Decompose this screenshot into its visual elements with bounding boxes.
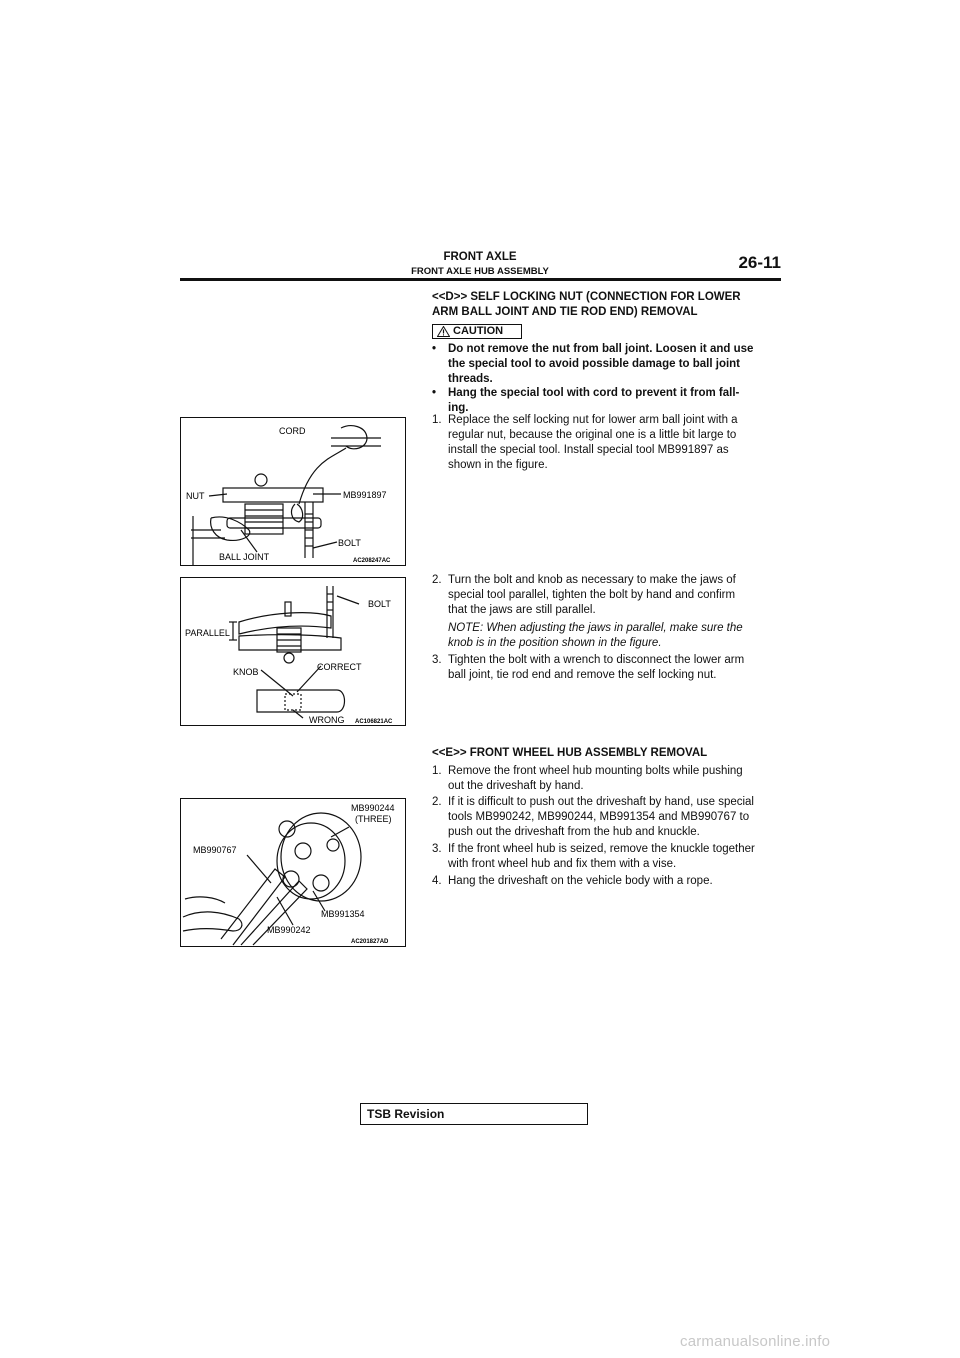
jaw-parallel-illustration (181, 578, 405, 725)
tsb-revision-box (360, 1103, 588, 1125)
section-title: FRONT AXLE (443, 251, 517, 263)
step-line: Remove the front wheel hub mounting bolts while pushing (448, 765, 743, 777)
ball-joint-tool-illustration (181, 418, 405, 565)
step-line: with front wheel hub and fix them with a vise. (448, 858, 677, 870)
tsb-revision-label: TSB Revision (367, 1107, 445, 1121)
fig2-label-wrong: WRONG (309, 715, 345, 725)
step-line: special tool parallel, tighten the bolt by hand and confirm (448, 589, 736, 601)
step-line: shown in the figure. (448, 459, 548, 471)
caution-box (432, 324, 522, 339)
warning-triangle-icon (437, 326, 450, 337)
fig1-label-tool: MB991897 (343, 490, 387, 500)
step-line: tools MB990242, MB990244, MB991354 and MB990767 to (448, 811, 750, 823)
step-number: 2. (432, 796, 442, 808)
step-line: install the special tool. Install special tool MB991897 as (448, 444, 729, 456)
bullet-1-line1: Do not remove the nut from ball joint. Loosen it and use (448, 343, 754, 355)
step-line: that the jaws are still parallel. (448, 604, 596, 616)
watermark: carmanualsonline.info (680, 1333, 831, 1350)
fig1-label-ball-joint: BALL JOINT (219, 552, 270, 562)
section-subtitle: FRONT AXLE HUB ASSEMBLY (411, 266, 549, 277)
fig3-label-tool-a-qty: (THREE) (355, 814, 392, 824)
step-line: push out the driveshaft from the hub and knuckle. (448, 826, 700, 838)
figure-ball-joint-tool (180, 417, 406, 566)
fig2-label-knob: KNOB (233, 667, 259, 677)
header-rule (180, 278, 781, 281)
step-line: If the front wheel hub is seized, remove the knuckle together (448, 843, 755, 855)
step-number: 2. (432, 574, 442, 586)
fig1-label-nut: NUT (186, 491, 205, 501)
figure-jaw-parallel (180, 577, 406, 726)
fig3-label-tool-b: MB990767 (193, 845, 237, 855)
bullet-1-line2: the special tool to avoid possible damage to ball joint (448, 358, 741, 370)
bullet-2-line1: Hang the special tool with cord to prevent it from fall- (448, 387, 740, 399)
hub-puller-illustration (181, 799, 405, 946)
fig3-label-tool-c: MB991354 (321, 909, 365, 919)
note-line: NOTE: When adjusting the jaws in parallel, make sure the (448, 622, 743, 634)
caution-bullet-1 (432, 342, 782, 387)
step-line: Tighten the bolt with a wrench to disconnect the lower arm (448, 654, 745, 666)
fig3-label-tool-d: MB990242 (267, 925, 311, 935)
section-d-heading (432, 290, 782, 320)
bullet-2-line2: ing. (448, 402, 469, 414)
step-number: 1. (432, 414, 442, 426)
bullet-dot-icon: • (432, 387, 437, 399)
step-line: ball joint, tie rod end and remove the self locking nut. (448, 669, 717, 681)
fig1-label-bolt: BOLT (338, 538, 361, 548)
section-d-heading-line1: <<D>> SELF LOCKING NUT (CONNECTION FOR LOWER (432, 291, 741, 303)
bullet-1-line3: threads. (448, 373, 493, 385)
step-line: regular nut, because the original one is a little bit large to (448, 429, 737, 441)
step-number: 3. (432, 654, 442, 666)
caution-label: CAUTION (453, 325, 504, 337)
fig3-label-tool-a: MB990244 (351, 803, 395, 813)
caution-bullet-2 (432, 386, 782, 416)
fig2-label-bolt: BOLT (368, 599, 391, 609)
fig1-code: AC208247AC (353, 558, 391, 564)
step-line: Replace the self locking nut for lower arm ball joint with a (448, 414, 738, 426)
step-number: 1. (432, 765, 442, 777)
fig3-code: AC201827AD (351, 939, 389, 945)
step-number: 3. (432, 843, 442, 855)
note-line: knob is in the position shown in the figure. (448, 637, 662, 649)
section-d-heading-line2: ARM BALL JOINT AND TIE ROD END) REMOVAL (432, 306, 698, 318)
figure-hub-puller (180, 798, 406, 947)
step-line: Turn the bolt and knob as necessary to make the jaws of (448, 574, 736, 586)
page-number: 26-11 (738, 253, 781, 272)
fig2-label-parallel: PARALLEL (185, 628, 230, 638)
fig2-label-correct: CORRECT (317, 662, 362, 672)
fig2-code: AC106821AC (355, 719, 393, 725)
fig1-label-cord: CORD (279, 426, 306, 436)
step-line: out the driveshaft by hand. (448, 780, 584, 792)
step-line: Hang the driveshaft on the vehicle body with a rope. (448, 875, 713, 887)
note-text (448, 621, 784, 651)
bullet-dot-icon: • (432, 343, 437, 355)
step-line: If it is difficult to push out the driveshaft by hand, use special (448, 796, 754, 808)
step-number: 4. (432, 875, 442, 887)
section-e-heading: <<E>> FRONT WHEEL HUB ASSEMBLY REMOVAL (432, 747, 708, 759)
